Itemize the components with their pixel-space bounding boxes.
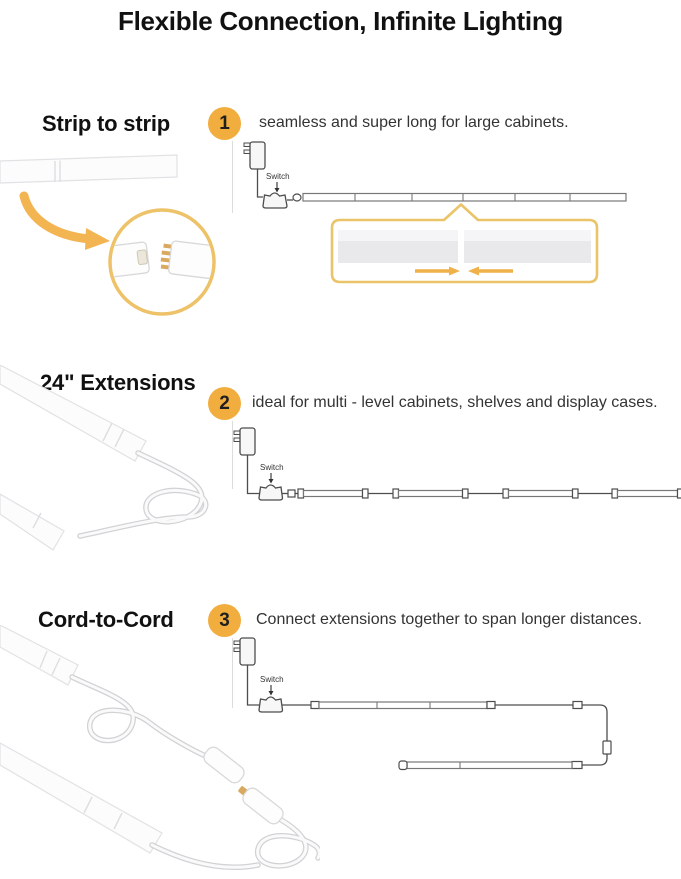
section-heading-extensions: 24" Extensions [40, 370, 196, 395]
led-strip-photo [0, 743, 162, 853]
end-cap [399, 761, 407, 770]
strip-run [303, 194, 626, 202]
led-strip-photo [0, 365, 146, 461]
strip-segment [509, 491, 573, 497]
power-wire [248, 665, 260, 705]
switch-icon [263, 193, 287, 208]
switch-label: Switch [266, 172, 290, 181]
span-cord [582, 705, 607, 741]
led-strip-photo [0, 494, 64, 550]
step-number: 1 [219, 112, 230, 134]
led-strip-photo [0, 625, 78, 685]
power-wire [248, 455, 260, 494]
step-number: 3 [219, 609, 230, 631]
led-strip-photo [0, 155, 177, 183]
cord-to-cord-connector [603, 741, 611, 754]
plug-icon [240, 428, 255, 455]
plug-icon [240, 638, 255, 665]
switch-icon [259, 485, 283, 500]
switch-label: Switch [260, 675, 284, 684]
photo-strip-to-strip [0, 148, 232, 320]
switch-label: Switch [260, 463, 284, 472]
plug-icon [250, 142, 265, 169]
strip-segment [399, 491, 463, 497]
diagram-extensions [230, 410, 681, 510]
connector-socket [137, 250, 148, 265]
connector-icon [572, 762, 582, 769]
strip-run [407, 762, 572, 769]
connector-icon [573, 702, 582, 709]
diagram-strip-to-strip [230, 130, 681, 290]
section-description: seamless and super long for large cabinets. [259, 114, 569, 131]
photo-extensions [0, 365, 232, 565]
male-cord-connector [240, 785, 286, 826]
switch-icon [259, 697, 283, 712]
diagram-cord-to-cord [230, 625, 681, 775]
section-description: ideal for multi - level cabinets, shelves and display cases. [252, 394, 658, 411]
curved-arrow-head [85, 228, 110, 250]
section-heading-strip-to-strip: Strip to strip [42, 111, 170, 136]
curved-arrow-icon [24, 196, 90, 239]
strip-run [319, 702, 487, 709]
strip-segment [304, 491, 363, 497]
section-heading-cord-to-cord: Cord-to-Cord [38, 607, 174, 632]
page-title: Flexible Connection, Infinite Lighting [117, 6, 564, 36]
connector-icon [288, 490, 295, 497]
section-description: Connect extensions together to span longer distances. [256, 611, 643, 628]
connector-icon [487, 702, 495, 709]
connector-icon [293, 194, 301, 201]
connector-icon [311, 702, 319, 709]
power-wire [258, 169, 264, 197]
step-number: 2 [219, 392, 230, 414]
strip-segment [618, 491, 678, 497]
